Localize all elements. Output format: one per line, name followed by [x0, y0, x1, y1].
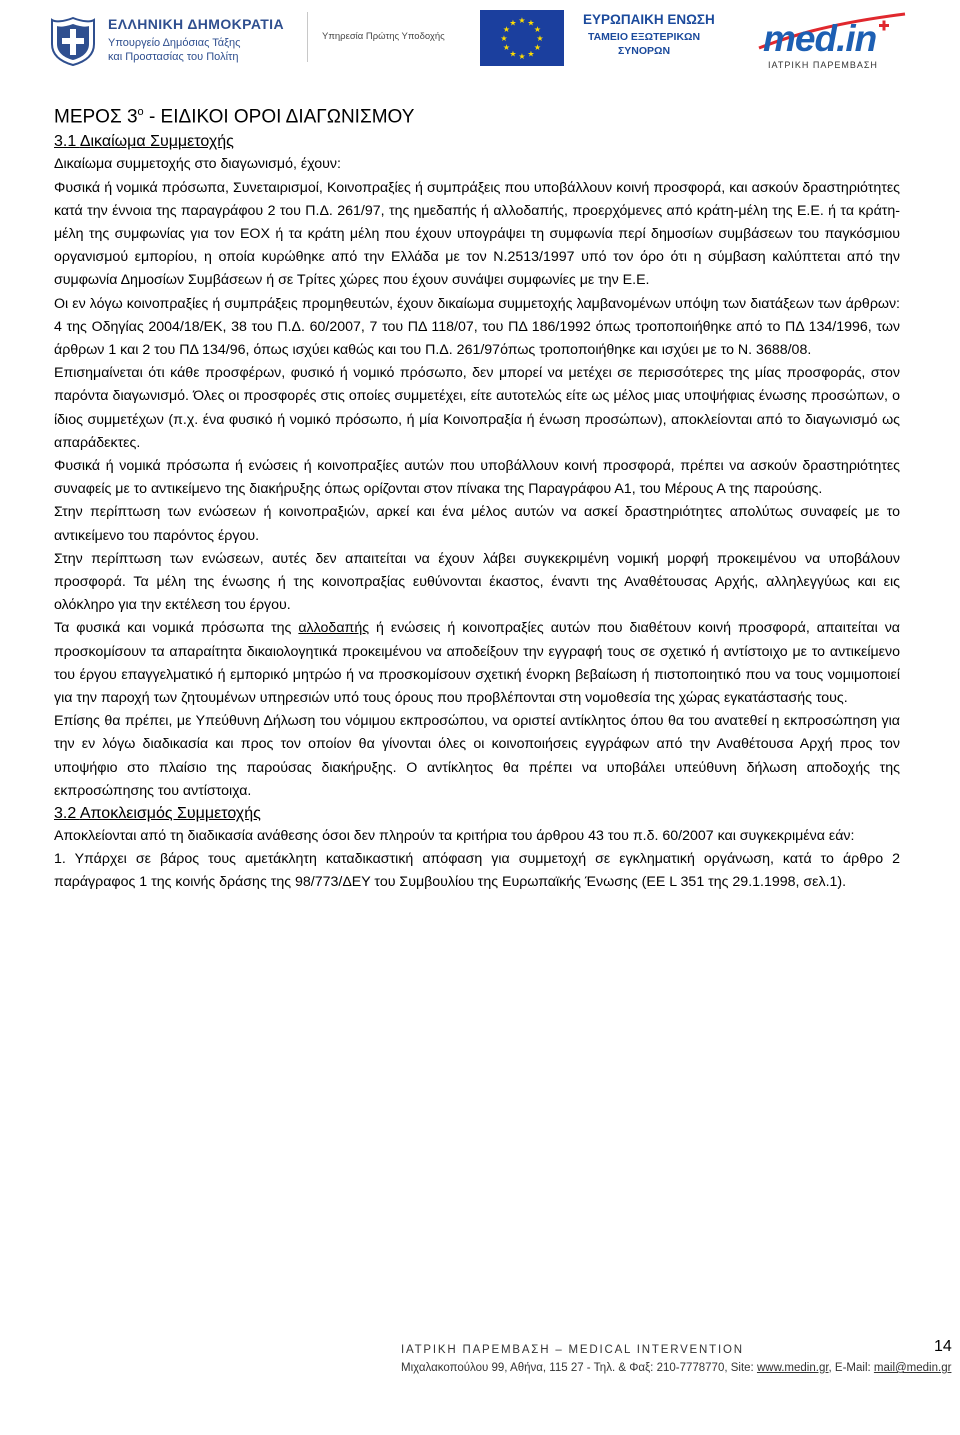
greek-republic-title: ΕΛΛΗΝΙΚΗ ΔΗΜΟΚΡΑΤΙΑ: [108, 16, 284, 32]
first-reception-service: Υπηρεσία Πρώτης Υποδοχής: [322, 31, 445, 42]
greek-emblem-icon: [50, 16, 96, 66]
svg-text:★: ★: [536, 34, 544, 43]
svg-text:★: ★: [502, 25, 511, 34]
section-3-1-heading: 3.1 Δικαίωμα Συμμετοχής: [54, 133, 234, 151]
svg-text:★: ★: [509, 18, 517, 28]
ministry-line-1: Υπουργείο Δημόσιας Τάξης: [108, 37, 241, 49]
svg-text:★: ★: [533, 25, 542, 34]
section-3-2-heading: 3.2 Αποκλεισμός Συμμετοχής: [54, 805, 261, 823]
footer-contact: Μιχαλακοπούλου 99, Αθήνα, 115 27 - Τηλ. & Φαξ: 210-7778770, Site: www.medin.gr, E-Mail: mail@medin.gr: [401, 1362, 952, 1374]
paragraph: Στην περίπτωση των ενώσεων, αυτές δεν απαιτείται να έχουν λάβει συγκεκριμένη νομική μορφή προκειμένου να υποβάλουν προσφορά. Τα μέλη της ένωσης ή της κοινοπραξίας ευθύνονται έκαστος, έναντι της Αναθέτουσας Αρχής, αλληλεγγύως και εις ολόκληρο για την εκτέλεση του έργου.: [54, 550, 900, 614]
header-divider: [307, 12, 308, 62]
paragraph: Αποκλείονται από τη διαδικασία ανάθεσης όσοι δεν πληρούν τα κριτήρια του άρθρου 43 του π.δ. 60/2007 και συγκεκριμένα εάν:: [54, 828, 855, 845]
page-header: [0, 0, 960, 80]
document-body: [54, 98, 900, 895]
paragraph: 1. Υπάρχει σε βάρος τους αμετάκλητη καταδικαστική απόφαση για συμμετοχή σε εγκληματική οργάνωση, κατά το άρθρο 2 παράγραφος 1 της κοινής δράσης της 98/773/ΔΕΥ του Συμβουλίου της Ευρωπαϊκής Ένωσης (ΕΕ L 351 της 29.1.1998, σελ.1).: [54, 851, 900, 891]
svg-text:★: ★: [533, 43, 542, 52]
eu-fund-line-1: ΤΑΜΕΙΟ ΕΞΩΤΕΡΙΚΩΝ: [587, 31, 701, 43]
medin-logo: [755, 10, 915, 74]
ministry-line-2: και Προστασίας του Πολίτη: [108, 51, 239, 63]
svg-text:★: ★: [518, 16, 526, 25]
paragraph: Επίσης θα πρέπει, με Υπεύθυνη Δήλωση του νόμιμου εκπροσώπου, να οριστεί αντίκλητος όπου θα του ανατεθεί η εκπροσώπηση για την εν λόγω διαδικασία και προς τον οποίον θα γίνονται όλες οι κοινοποιήσεις εγγράφων από την Αναθέτουσα Αρχή προς τον υποψήφιο στο πλαίσιο της παρούσας διακήρυξης. Ο αντίκλητος θα πρέπει να υποβάλει υπεύθυνη δήλωση αποδοχής της εκπροσώπησης του αντίστοιχα.: [54, 713, 900, 799]
part-title: ΜΕΡΟΣ $3^o$ - ΕΙΔΙΚΟΙ ΟΡΟΙ ΔΙΑΓΩΝΙΣΜΟΥ: [54, 106, 415, 128]
website-link[interactable]: www.medin.gr: [756, 1362, 829, 1374]
page-number: 14: [934, 1338, 952, 1355]
medin-wordmark: med.in: [763, 18, 877, 59]
eu-title: ΕΥΡΩΠΑΙΚΗ ΕΝΩΣΗ: [583, 12, 715, 27]
email-link[interactable]: mail@medin.gr: [873, 1362, 952, 1374]
eu-fund-line-2: ΣΥΝΟΡΩΝ: [617, 45, 671, 57]
paragraph: Επισημαίνεται ότι κάθε προσφέρων, φυσικό ή νομικό πρόσωπο, δεν μπορεί να μετέχει σε περισσότερες της μίας προσφοράς, στον παρόντα διαγωνισμό. Όλες οι προσφορές στις οποίες συμμετέχει, είτε αυτοτελώς είτε ως μέλος μιας υποψήφιας ένωσης προσώπων, ο ίδιος συμμετέχων (π.χ. ένα φυσικό ή νομικό πρόσωπο, ή μία Κοινοπραξία ή ένωση προσώπων), αποκλείονται από το διαγωνισμό ως απαράδεκτες.: [54, 365, 900, 451]
underlined-term: αλλοδαπής: [298, 620, 370, 637]
greek-ministry-logo: [50, 12, 290, 68]
svg-text:★: ★: [527, 18, 535, 28]
paragraph: Τα φυσικά και νομικά πρόσωπα της αλλοδαπής ή ενώσεις ή κοινοπραξίες αυτών που διαθέτουν κοινή προσφορά, απαιτείται να προσκομίσουν τα απαραίτητα δικαιολογητικά προκειμένου να αποδείξουν την εγγραφή τους σε σχετικό ή αντίστοιχο με το αντικείμενο του έργου επαγγελματικό ή εμπορικό μητρώο ή να προσκομίσουν σχετική ένορκη βεβαίωση ή πιστοποιητικό που να τους νομιμοποιεί για την παροχή των ζητουμένων υπηρεσιών υπό τους όρους που προβλέπονται στη νομοθεσία της χώρας εγκατάστασής τους.: [54, 620, 900, 706]
footer-organization: ΙΑΤΡΙΚΗ ΠΑΡΕΜΒΑΣΗ – MEDICAL INTERVENTION: [401, 1344, 744, 1356]
medin-subtitle: ΙΑΤΡΙΚΗ ΠΑΡΕΜΒΑΣΗ: [768, 60, 878, 70]
svg-text:★: ★: [502, 43, 511, 52]
svg-text:★: ★: [527, 49, 535, 59]
svg-text:★: ★: [509, 49, 517, 59]
paragraph: Φυσικά ή νομικά πρόσωπα, Συνεταιρισμοί, Κοινοπραξίες ή συμπράξεις που υποβάλλουν κοινή προσφορά, και ασκούν δραστηριότητες κατά την έννοια της παραγράφου 2 του Π.Δ. 261/97, της ημεδαπής ή αλλοδαπής, προερχόμενες από κράτη-μέλη της Ε.Ε. ή τα κράτη-μέλη της συμφωνίας για τον ΕΟΧ ή τα κράτη μέλη που έχουν υπογράψει τη συμφωνία περί δημοσίων συμβάσεων του παγκόσμιου οργανισμού εμπορίου, η οποία κυρώθηκε από την Ελλάδα με τον Ν.2513/1997 υπό τον όρο ότι η σύμβαση καλύπτεται από την συμφωνία Δημοσίων Συμβάσεων ή σε Τρίτες χώρες που έχουν συνάψει συμφωνίες με την Ε.Ε.: [54, 179, 900, 289]
paragraph: Στην περίπτωση των ενώσεων ή κοινοπραξιών, αρκεί και ένα μέλος αυτών να ασκεί δραστηριότητες απολύτως συναφείς με το αντικείμενο του παρόντος έργου.: [54, 504, 900, 544]
paragraph: Φυσικά ή νομικά πρόσωπα ή ενώσεις ή κοινοπραξίες αυτών που υποβάλλουν κοινή προσφορά, πρέπει να ασκούν δραστηριότητες συναφείς με το αντικείμενο της διακήρυξης όπως ορίζονται στον πίνακα της Παραγράφου Α1, του Μέρους Α της παρούσης.: [54, 457, 900, 498]
svg-text:★: ★: [500, 34, 508, 43]
paragraph: Δικαίωμα συμμετοχής στο διαγωνισμό, έχουν:: [54, 156, 341, 173]
paragraph: Οι εν λόγω κοινοπραξίες ή συμπράξεις προμηθευτών, έχουν δικαίωμα συμμετοχής λαμβανομένων υπόψη των διατάξεων των άρθρων: 4 της Οδηγίας 2004/18/ΕΚ, 38 του Π.Δ. 60/2007, 7 του ΠΔ 118/07, του ΠΔ 186/1992 όπως τροποποιήθηκε από το ΠΔ 134/1996, των άρθρων 1 και 2 του ΠΔ 134/96, όπως ισχύει καθώς και του Π.Δ. 261/97όπως τροποποιήθηκε και ισχύει με το Ν. 3688/08.: [54, 295, 900, 358]
page-footer: [0, 1330, 960, 1435]
part-title-superscript: ο: [137, 106, 144, 118]
eu-flag-icon: [480, 10, 564, 66]
svg-text:★: ★: [518, 52, 526, 61]
